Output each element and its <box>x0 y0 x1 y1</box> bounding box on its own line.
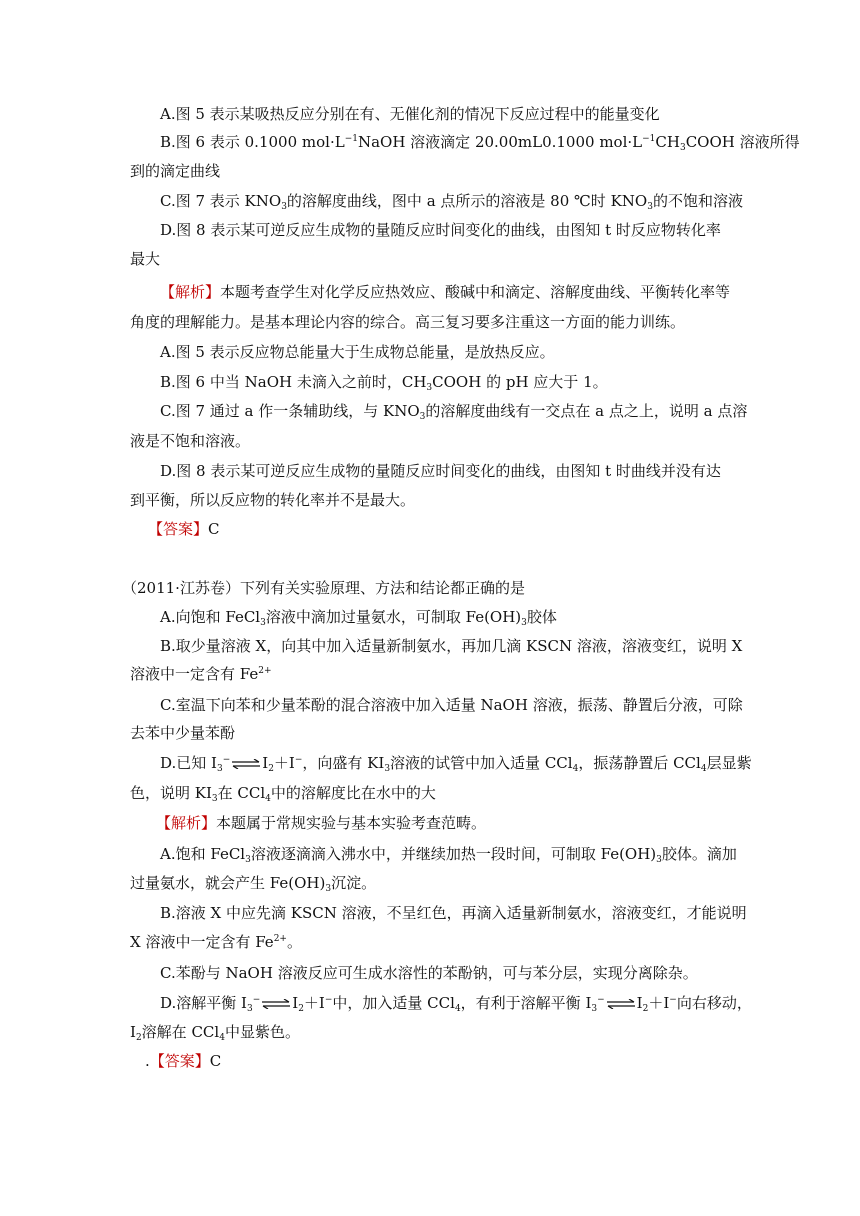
analysis-label: 【解析】 <box>156 814 217 832</box>
q1-option-b: B.图 6 表示 0.1000 $mol\cdot L^{-1}NaOH$ 溶液滴定 20.00mL0.1000 $mol\cdot L^{-1}CH_3COOH$ 溶液所得 <box>160 133 800 153</box>
equilibrium-arrow-icon <box>261 999 291 1009</box>
q1-explain-d-cont: 到平衡，所以反应物的转化率并不是最大。 <box>130 491 416 509</box>
q2-explain-b: B.溶液 X 中应先滴 KSCN 溶液，不呈红色，再滴入适量新制氨水，溶液变红，才能说明 <box>160 904 747 922</box>
answer-label: 【答案】 <box>148 520 209 538</box>
q2-explain-a-cont: 过量氨水，就会产生 $Fe(OH)_3$沉淀。 <box>130 874 377 894</box>
q2-option-d-cont: 色，说明 $KI_3$在 CCl$_4$中的溶解度比在水中的大 <box>130 784 436 804</box>
q2-option-d: D.已知 $I_3^-$ $I_2+I^-$，向盛有 $KI_3$溶液的试管中加入适量 CCl$_4$，振荡静置后 CCl$_4$层显紫 <box>160 754 752 774</box>
q1-option-d-cont: 最大 <box>130 250 161 268</box>
analysis-label: 【解析】 <box>160 283 221 301</box>
q2-answer: .【答案】C <box>145 1052 222 1070</box>
q1-option-b-cont: 到的滴定曲线 <box>130 162 221 180</box>
q2-explain-b-cont: X 溶液中一定含有 $Fe^{2+}$。 <box>130 933 302 951</box>
q2-explain-a: A.饱和 FeCl$_3$溶液逐滴滴入沸水中，并继续加热一段时间，可制取 $Fe(OH)_3$胶体。滴加 <box>160 845 737 865</box>
q2-analysis: 【解析】本题属于常规实验与基本实验考查范畴。 <box>156 814 487 832</box>
q1-option-c: C.图 7 表示 $KNO_3$的溶解度曲线，图中 a 点所示的溶液是 80 ℃时 $KNO_3$的不饱和溶液 <box>160 192 743 212</box>
q1-explain-b: B.图 6 中当 NaOH 未滴入之前时，$CH_3COOH$ 的 pH 应大于 1。 <box>160 373 608 393</box>
q2-option-a: A.向饱和 FeCl$_3$溶液中滴加过量氨水，可制取 $Fe(OH)_3$胶体 <box>160 608 557 628</box>
q2-explain-d-cont: $I_2$溶解在 CCl$_4$中显紫色。 <box>130 1023 300 1043</box>
q1-explain-d: D.图 8 表示某可逆反应生成物的量随反应时间变化的曲线，由图知 t 时曲线并没有达 <box>160 462 721 480</box>
q1-analysis-cont: 角度的理解能力。是基本理论内容的综合。高三复习要多注重这一方面的能力训练。 <box>130 313 686 331</box>
q2-option-b-cont: 溶液中一定含有 $Fe^{2+}$ <box>130 665 272 683</box>
q1-explain-a: A.图 5 表示反应物总能量大于生成物总能量，是放热反应。 <box>160 343 555 361</box>
q2-option-b: B.取少量溶液 X，向其中加入适量新制氨水，再加几滴 KSCN 溶液，溶液变红，说明 X <box>160 637 743 655</box>
q1-explain-c: C.图 7 通过 a 作一条辅助线，与 $KNO_3$的溶解度曲线有一交点在 a 点之上，说明 a 点溶 <box>160 402 748 422</box>
q2-option-c-cont: 去苯中少量苯酚 <box>130 724 236 742</box>
q2-explain-d: D.溶解平衡 $I_3^-$ $I_2+I^-$中，加入适量 CCl$_4$，有利于溶解平衡 $I_3^-$ $I_2+I^-$向右移动， <box>160 994 752 1014</box>
answer-label: 【答案】 <box>149 1052 210 1070</box>
q1-analysis: 【解析】本题考查学生对化学反应热效应、酸碱中和滴定、溶解度曲线、平衡转化率等 <box>160 283 731 301</box>
q2-option-c: C.室温下向苯和少量苯酚的混合溶液中加入适量 NaOH 溶液，振荡、静置后分液，可除 <box>160 696 743 714</box>
equilibrium-arrow-icon <box>606 999 636 1009</box>
q1-option-a: A.图 5 表示某吸热反应分别在有、无催化剂的情况下反应过程中的能量变化 <box>160 105 660 123</box>
q1-answer: 【答案】C <box>148 520 220 538</box>
q2-explain-c: C.苯酚与 NaOH 溶液反应可生成水溶性的苯酚钠，可与苯分层，实现分离除杂。 <box>160 964 698 982</box>
q1-explain-c-cont: 液是不饱和溶液。 <box>130 432 251 450</box>
q2-stem: （2011·江苏卷）下列有关实验原理、方法和结论都正确的是 <box>122 579 525 597</box>
q1-option-d: D.图 8 表示某可逆反应生成物的量随反应时间变化的曲线，由图知 t 时反应物转化率 <box>160 221 721 239</box>
equilibrium-arrow-icon <box>231 759 261 769</box>
